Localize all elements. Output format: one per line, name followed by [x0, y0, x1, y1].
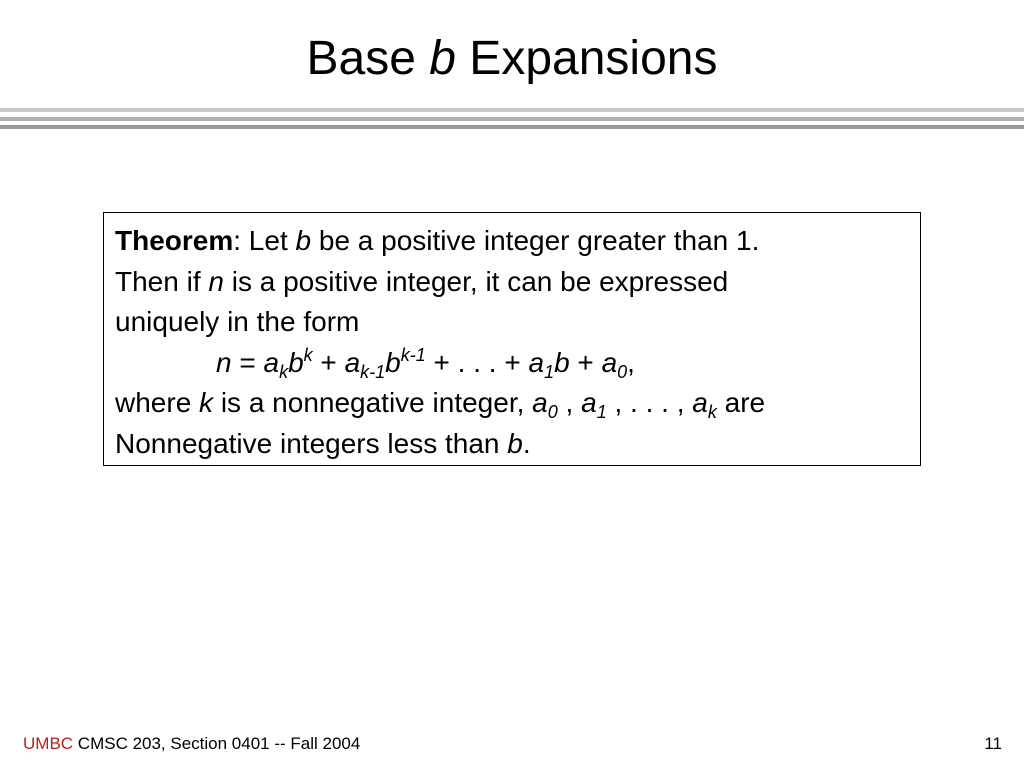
coefficient-subscript: 1 [596, 402, 607, 422]
slide-title [0, 24, 1024, 94]
formula-comma: , [627, 346, 635, 378]
title-text-after: Expansions [455, 32, 718, 85]
title-divider [0, 108, 1024, 130]
page-number: 11 [984, 734, 1002, 753]
formula-subscript: k-1 [360, 361, 386, 382]
coefficient-a: a [581, 387, 597, 418]
coefficient-a: a [532, 387, 548, 418]
variable-k: k [199, 387, 214, 418]
footer [23, 733, 360, 755]
theorem-box [103, 212, 921, 466]
footer-course: CMSC 203, Section 0401 -- Fall 2004 [73, 734, 361, 753]
variable-b: b [507, 427, 523, 459]
formula-b: b [385, 346, 401, 378]
theorem-text: where [115, 387, 200, 418]
formula-exponent: k-1 [400, 344, 426, 365]
expansion-formula [115, 343, 909, 384]
theorem-line-3: uniquely in the form [115, 306, 360, 337]
formula-b: b [554, 346, 570, 378]
theorem-text: are [716, 387, 766, 418]
theorem-line-5 [115, 383, 909, 424]
formula-a: a [344, 346, 361, 378]
formula-subscript: 1 [544, 361, 555, 382]
formula-subscript: 0 [617, 361, 628, 382]
theorem-text: is a positive integer, it can be expressed [223, 265, 729, 297]
theorem-text: , . . . , [606, 387, 693, 418]
coefficient-a: a [692, 387, 708, 418]
formula-b: b [288, 346, 304, 378]
formula-plus: + [569, 346, 602, 378]
coefficient-subscript: k [707, 402, 717, 422]
theorem-text: : Let [233, 225, 296, 256]
title-variable: b [429, 32, 456, 85]
divider-rule-dark [0, 125, 1024, 129]
coefficient-subscript: 0 [547, 402, 558, 422]
formula-a: a [528, 346, 545, 378]
formula-plus: + [312, 346, 345, 378]
variable-b: b [295, 225, 312, 256]
formula-ellipsis: + . . . + [425, 346, 529, 378]
theorem-text: Then if [115, 265, 209, 297]
theorem-line-1 [115, 221, 909, 262]
theorem-text: be a positive integer greater than 1. [311, 225, 760, 256]
variable-n: n [208, 265, 224, 297]
footer-brand: UMBC [23, 734, 74, 753]
theorem-line-2 [115, 262, 909, 303]
formula-n: n [216, 346, 232, 378]
theorem-text: Nonnegative integers less than [115, 427, 508, 459]
divider-rule-light [0, 108, 1024, 112]
formula-a: a [263, 346, 280, 378]
formula-subscript: k [279, 361, 289, 382]
theorem-line-6 [115, 424, 909, 465]
theorem-text: . [522, 427, 531, 459]
title-text-before: Base [306, 32, 430, 85]
theorem-text: is a nonnegative integer, [213, 387, 533, 418]
formula-exponent: k [303, 344, 313, 365]
theorem-text: , [557, 387, 582, 418]
theorem-label: Theorem [115, 225, 234, 256]
formula-equals: = [231, 346, 264, 378]
formula-a: a [601, 346, 618, 378]
divider-rule-medium [0, 117, 1024, 121]
